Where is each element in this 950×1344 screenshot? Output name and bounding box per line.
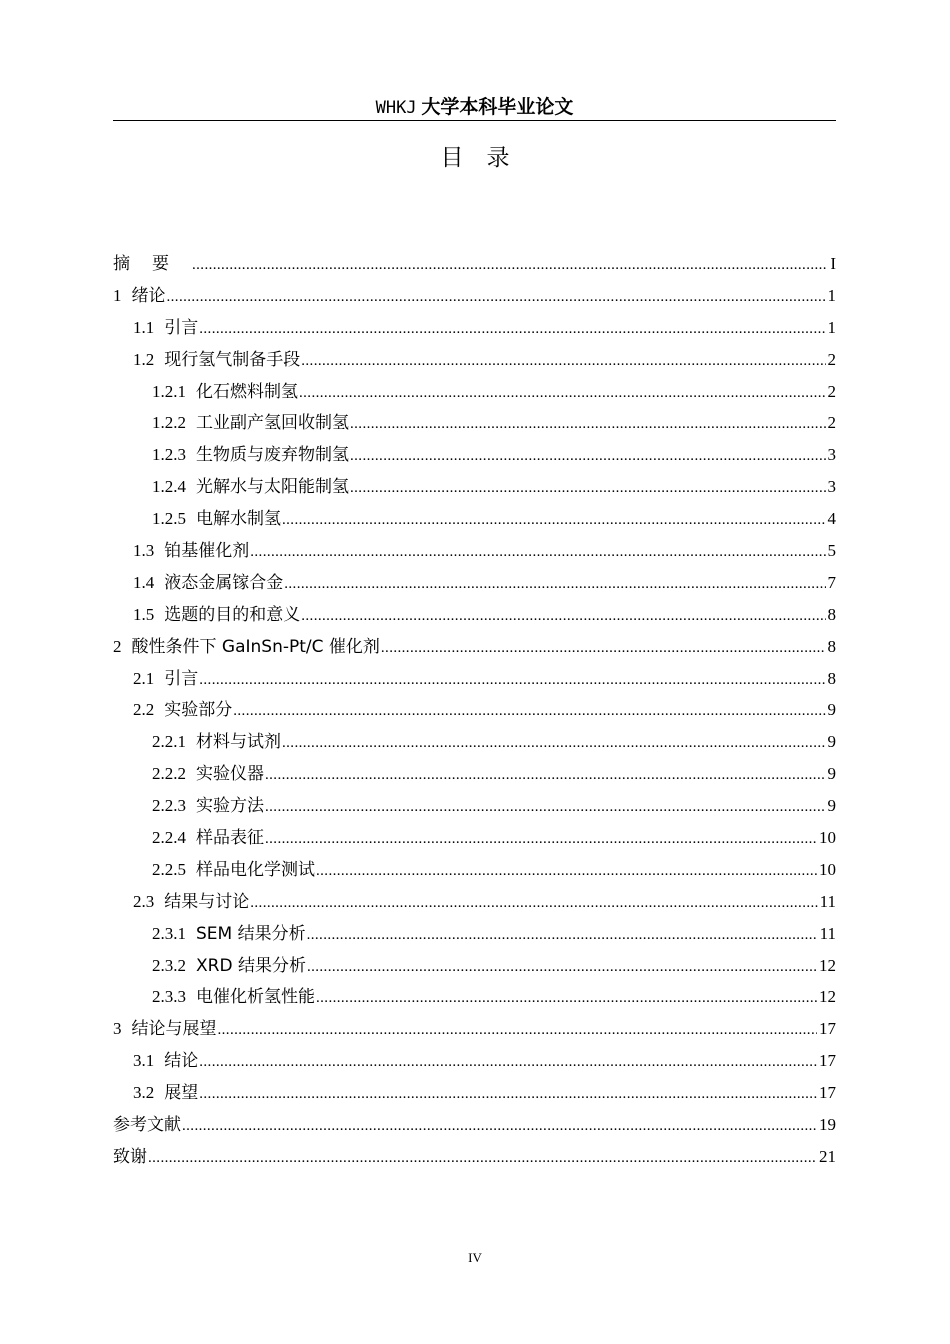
toc-entry-title: 电催化析氢性能 (196, 987, 315, 1008)
toc-entry-number: 2 (113, 636, 122, 656)
toc-entry-title: 样品电化学测试 (196, 859, 315, 880)
toc-entry-page: 17 (819, 1019, 836, 1039)
toc-entry-page: 11 (819, 891, 836, 911)
toc-entry[interactable] (113, 1141, 836, 1173)
toc-dot-leader (284, 569, 825, 601)
toc-entry-page: 12 (819, 987, 836, 1007)
toc-entry-number: 1.2.4 (152, 477, 186, 497)
header-university: WHKJ (375, 98, 417, 118)
toc-entry[interactable] (113, 439, 836, 471)
toc-entry-page: 8 (827, 604, 836, 624)
toc-entry-page: 3 (827, 477, 836, 497)
toc-entry-title: 光解水与太阳能制氢 (196, 477, 349, 498)
toc-entry-number: 1.4 (133, 572, 155, 592)
toc-entry-page: 1 (827, 317, 836, 337)
toc-entry-number: 1.2.5 (152, 509, 186, 529)
toc-entry-number: 2.2 (133, 700, 155, 720)
toc-entry-title: 选题的目的和意义 (164, 604, 301, 625)
toc-dot-leader (218, 1015, 818, 1047)
toc-dot-leader (192, 250, 828, 282)
toc-dot-leader (199, 665, 825, 697)
toc-entry-page: 12 (819, 955, 836, 975)
toc-entry[interactable] (113, 1109, 836, 1141)
toc-entry[interactable] (113, 248, 836, 280)
toc-entry-title: 绪论 (131, 285, 166, 306)
toc-entry-title: 结论与展望 (131, 1019, 217, 1040)
toc-dot-leader (250, 537, 825, 569)
toc-dot-leader (350, 441, 826, 473)
toc-entry[interactable] (113, 981, 836, 1013)
toc-entry-page: 9 (827, 764, 836, 784)
toc-dot-leader (233, 696, 825, 728)
toc-dot-leader (316, 983, 817, 1015)
toc-entry[interactable] (113, 1013, 836, 1045)
toc-entry-page: 21 (819, 1146, 836, 1166)
toc-entry-number: 2.3.3 (152, 987, 186, 1007)
toc-dot-leader (307, 920, 818, 952)
toc-entry-number: 2.2.5 (152, 859, 186, 879)
toc-entry-page: 2 (827, 349, 836, 369)
toc-entry-page: 8 (827, 668, 836, 688)
toc-entry-number: 1.2 (133, 349, 155, 369)
toc-entry[interactable] (113, 726, 836, 758)
toc-entry-page: 2 (827, 413, 836, 433)
toc-entry-page: 4 (827, 509, 836, 529)
header-label: 大学本科毕业论文 (421, 96, 574, 118)
toc-entry-number: 1.2.3 (152, 445, 186, 465)
toc-entry-title: 引言 (164, 668, 199, 689)
toc-entry-page: 9 (827, 700, 836, 720)
toc-entry-title: 结论 (164, 1051, 199, 1072)
toc-entry-page: 2 (827, 381, 836, 401)
toc-entry-number: 2.2.1 (152, 732, 186, 752)
toc-entry-title: 液态金属镓合金 (164, 572, 284, 593)
toc-entry-number: 2.2.4 (152, 828, 186, 848)
toc-entry[interactable] (113, 471, 836, 503)
toc-entry[interactable] (113, 1045, 836, 1077)
toc-entry-title: 电解水制氢 (196, 509, 281, 530)
toc-dot-leader (148, 1143, 817, 1175)
page-number: IV (468, 1250, 482, 1265)
toc-entry[interactable] (113, 567, 836, 599)
toc-entry-page: 11 (819, 923, 836, 943)
toc-dot-leader (199, 314, 825, 346)
toc-entry[interactable] (113, 663, 836, 695)
toc-dot-leader (167, 282, 826, 314)
toc-dot-leader (381, 633, 826, 665)
toc-dot-leader (265, 760, 826, 792)
toc-entry-title: 材料与试剂 (196, 732, 281, 753)
toc-entry-title: 实验仪器 (196, 764, 264, 785)
toc-entry[interactable] (113, 631, 836, 663)
toc-dot-leader (299, 378, 826, 410)
toc-entry[interactable] (113, 599, 836, 631)
toc-entry[interactable] (113, 886, 836, 918)
toc-entry-title: 样品表征 (196, 828, 264, 849)
toc-entry-number: 1.5 (133, 604, 155, 624)
toc-entry-number: 3.1 (133, 1051, 155, 1071)
toc-entry-title: 致谢 (113, 1146, 147, 1167)
toc-entry-title: 展望 (164, 1083, 199, 1104)
toc-dot-leader (182, 1111, 817, 1143)
toc-dot-leader (250, 888, 817, 920)
toc-entry-number: 2.3.1 (152, 923, 186, 943)
toc-entry-number: 1.1 (133, 317, 155, 337)
toc-entry-page: 9 (827, 732, 836, 752)
toc-entry[interactable] (113, 503, 836, 535)
toc-entry[interactable] (113, 854, 836, 886)
toc-title: 目 录 (440, 145, 510, 171)
toc-entry-title: 酸性条件下 GaInSn-Pt/C 催化剂 (131, 636, 380, 657)
toc-entry-number: 2.2.2 (152, 764, 186, 784)
toc-entry-page: 17 (819, 1051, 836, 1071)
toc-dot-leader (316, 856, 817, 888)
toc-dot-leader (282, 505, 826, 537)
toc-dot-leader (199, 1047, 817, 1079)
toc-entry-number: 2.2.3 (152, 796, 186, 816)
toc-entry[interactable] (113, 918, 836, 950)
toc-entry-number: 1.3 (133, 541, 155, 561)
toc-entry-number: 2.3.2 (152, 955, 186, 975)
toc-dot-leader (307, 952, 817, 984)
toc-entry[interactable] (113, 758, 836, 790)
toc-dot-leader (265, 824, 817, 856)
toc-entry-title: 铂基催化剂 (164, 541, 250, 562)
toc-entry-number: 2.1 (133, 668, 155, 688)
toc-entry-page: 10 (819, 859, 836, 879)
toc-entry-page: I (830, 254, 836, 273)
toc-entry-page: 1 (827, 285, 836, 305)
toc-entry-page: 7 (827, 572, 836, 592)
toc-dot-leader (282, 728, 826, 760)
toc-entry-title: 结果与讨论 (164, 891, 250, 912)
toc-entry-page: 19 (819, 1115, 836, 1135)
toc-dot-leader (350, 409, 826, 441)
toc-entry-number: 2.3 (133, 891, 155, 911)
toc-entry-title: SEM 结果分析 (196, 923, 306, 944)
toc-entry-title: 实验方法 (196, 796, 264, 817)
toc-entry[interactable] (113, 950, 836, 982)
toc-entry[interactable] (113, 280, 836, 312)
toc-entry-page: 8 (827, 636, 836, 656)
toc-entry[interactable] (113, 535, 836, 567)
toc-entry-title: 工业副产氢回收制氢 (196, 413, 349, 434)
toc-dot-leader (301, 346, 825, 378)
toc-entry-page: 5 (827, 541, 836, 561)
toc-entry[interactable] (113, 1077, 836, 1109)
table-of-contents (113, 248, 836, 1173)
toc-entry-page: 9 (827, 796, 836, 816)
toc-entry-number: 1 (113, 285, 122, 305)
toc-entry[interactable] (113, 822, 836, 854)
toc-dot-leader (350, 473, 826, 505)
toc-entry-page: 3 (827, 445, 836, 465)
toc-entry-title: 现行氢气制备手段 (164, 349, 301, 370)
toc-entry-number: 3.2 (133, 1083, 155, 1103)
toc-entry-page: 17 (819, 1083, 836, 1103)
toc-entry[interactable] (113, 790, 836, 822)
toc-entry[interactable] (113, 376, 836, 408)
toc-entry[interactable] (113, 407, 836, 439)
page-header (113, 94, 836, 121)
toc-entry-number: 1.2.1 (152, 381, 186, 401)
toc-entry[interactable] (113, 344, 836, 376)
toc-entry-title: 化石燃料制氢 (196, 381, 298, 402)
toc-entry-number: 1.2.2 (152, 413, 186, 433)
toc-entry-title: 摘要 (113, 254, 191, 274)
toc-dot-leader (301, 601, 825, 633)
toc-dot-leader (199, 1079, 817, 1111)
toc-entry-title: 参考文献 (113, 1115, 181, 1136)
toc-entry[interactable] (113, 312, 836, 344)
toc-entry-number: 3 (113, 1019, 122, 1039)
toc-entry-page: 10 (819, 828, 836, 848)
toc-entry-title: 实验部分 (164, 700, 233, 721)
toc-entry-title: 生物质与废弃物制氢 (196, 445, 349, 466)
toc-entry-title: 引言 (164, 317, 199, 338)
toc-entry[interactable] (113, 694, 836, 726)
toc-dot-leader (265, 792, 826, 824)
toc-entry-title: XRD 结果分析 (196, 955, 306, 976)
